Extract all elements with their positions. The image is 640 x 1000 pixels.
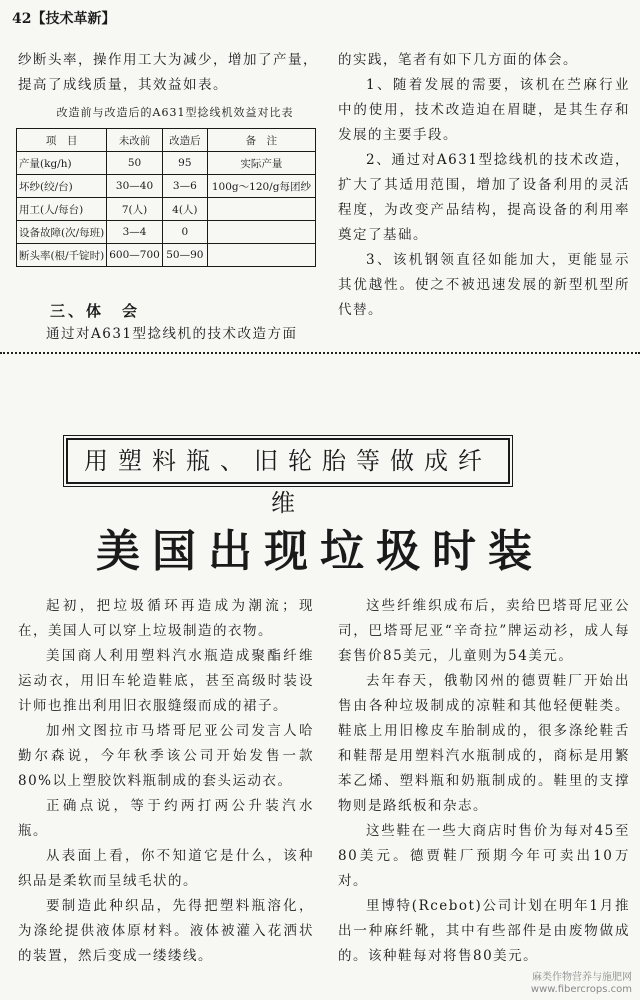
- table-row: [17, 198, 316, 221]
- paragraph: 2、通过对A631型捻线机的技术改造，扩大了其适用范围，增加了设备利用的灵活程度，为改变产品结构，提高设备的利用率奠定了基础。: [338, 152, 630, 243]
- table-cell: [207, 221, 315, 244]
- article-headline: 美国出现垃圾时装: [96, 526, 544, 577]
- intro-paragraph: 纱断头率，操作用工大为减少，增加了产量，提高了成线质量，其效益如表。: [18, 52, 318, 93]
- table-row: [17, 244, 316, 267]
- paragraph: 的实践，笔者有如下几方面的体会。: [338, 52, 578, 68]
- table-cell: 50: [107, 152, 163, 175]
- paragraph: 3、该机钢领直径如能加大，更能显示其优越性。使之不被迅速发展的新型机型所代替。: [338, 252, 630, 318]
- section-title: 三、体 会: [50, 302, 141, 320]
- table-row: [17, 152, 316, 175]
- article-right-column: [338, 594, 630, 969]
- paragraph: 要制造此种织品，先得把塑料瓶溶化，为涤纶提供液体原材料。液体被灌入花洒状的装置，然后变成一缕缕线。: [18, 898, 314, 964]
- table-cell: 3—4: [107, 221, 163, 244]
- table-cell: 50—90: [162, 244, 207, 267]
- table-cell: 实际产量: [207, 152, 315, 175]
- paragraph: 正确点说，等于约两打两公升装汽水瓶。: [18, 798, 314, 839]
- table-cell: [207, 244, 315, 267]
- table-header-cell: 未改前: [107, 129, 163, 152]
- section-paragraph: 通过对A631型捻线机的技术改造方面: [46, 326, 298, 342]
- article-left-column: [18, 594, 314, 969]
- paragraph: 里博特(Rcebot)公司计划在明年1月推出一种麻纤靴，其中有些部件是由废物做成的。该种鞋每对将售80美元。: [338, 898, 630, 964]
- paragraph: 这些鞋在一些大商店时售价为每对45至80美元。德贾鞋厂预期今年可卖出10万对。: [338, 823, 630, 889]
- page-header: 42【技术革新】: [12, 11, 116, 27]
- table-cell: 用工(人/每台): [17, 198, 107, 221]
- top-left-column: [18, 48, 318, 98]
- table-cell: 100g～120/g每团纱: [207, 175, 315, 198]
- paragraph: 加州文图拉市马塔哥尼亚公司发言人哈勤尔森说，今年秋季该公司开始发售一款80%以上塑胶饮料瓶制成的套头运动衣。: [18, 723, 314, 789]
- watermark-line: 麻类作物营养与施肥网: [532, 972, 632, 983]
- table-row: [17, 221, 316, 244]
- section-paragraph-wrap: [18, 322, 318, 347]
- table-cell: 4(人): [162, 198, 207, 221]
- table-cell: 7(人): [107, 198, 163, 221]
- paragraph: 去年春天，俄勒冈州的德贾鞋厂开始出售由各种垃圾制成的凉鞋和其他轻便鞋类。鞋底上用旧橡皮车胎制成的，很多涤纶鞋舌和鞋帮是用塑料汽水瓶制成的，商标是用繁苯乙烯、塑料瓶和奶瓶制成的。鞋里的支撑物则是路纸板和杂志。: [338, 673, 630, 814]
- efficiency-table: [16, 128, 316, 267]
- table-cell: 95: [162, 152, 207, 175]
- paragraph: 起初，把垃圾循环再造成为潮流；现在，美国人可以穿上垃圾制造的衣物。: [18, 598, 314, 639]
- paragraph: 这些纤维织成布后，卖给巴塔哥尼亚公司，巴塔哥尼亚“辛奇拉”牌运动衫，成人每套售价85美元，儿童则为54美元。: [338, 598, 630, 664]
- table-cell: 600—700: [107, 244, 163, 267]
- table-cell: 产量(kg/h): [17, 152, 107, 175]
- table-cell: 坏纱(绞/台): [17, 175, 107, 198]
- table-cell: [207, 198, 315, 221]
- table-header-row: [17, 129, 316, 152]
- table-header-cell: 备 注: [207, 129, 315, 152]
- table-header-cell: 改造后: [162, 129, 207, 152]
- table-caption: 改造前与改造后的A631型捻线机效益对比表: [56, 106, 294, 119]
- table-cell: 断头率(根/千锭时): [17, 244, 107, 267]
- table-row: [17, 175, 316, 198]
- paragraph: 1、随着发展的需要，该机在苎麻行业中的使用，技术改造迫在眉睫，是其生存和发展的主要手段。: [338, 77, 630, 143]
- table-cell: 设备故障(次/每班): [17, 221, 107, 244]
- table-cell: 3—6: [162, 175, 207, 198]
- top-right-column: [338, 48, 630, 323]
- table-cell: 30—40: [107, 175, 163, 198]
- table-cell: 0: [162, 221, 207, 244]
- article-subtitle-banner: 用塑料瓶、旧轮胎等做成纤维: [66, 438, 510, 484]
- paragraph: 美国商人利用塑料汽水瓶造成聚酯纤维运动衣，用旧车轮造鞋底，甚至高级时装设计师也推出利用旧衣服缝缀而成的裙子。: [18, 648, 314, 714]
- paragraph: 从表面上看，你不知道它是什么，该种织品是柔软而呈绒毛状的。: [18, 848, 314, 889]
- watermark-line: www.fibercrops.com: [530, 984, 632, 995]
- table-header-cell: 项 目: [17, 129, 107, 152]
- site-watermark: [531, 972, 632, 996]
- section-divider: [0, 352, 640, 354]
